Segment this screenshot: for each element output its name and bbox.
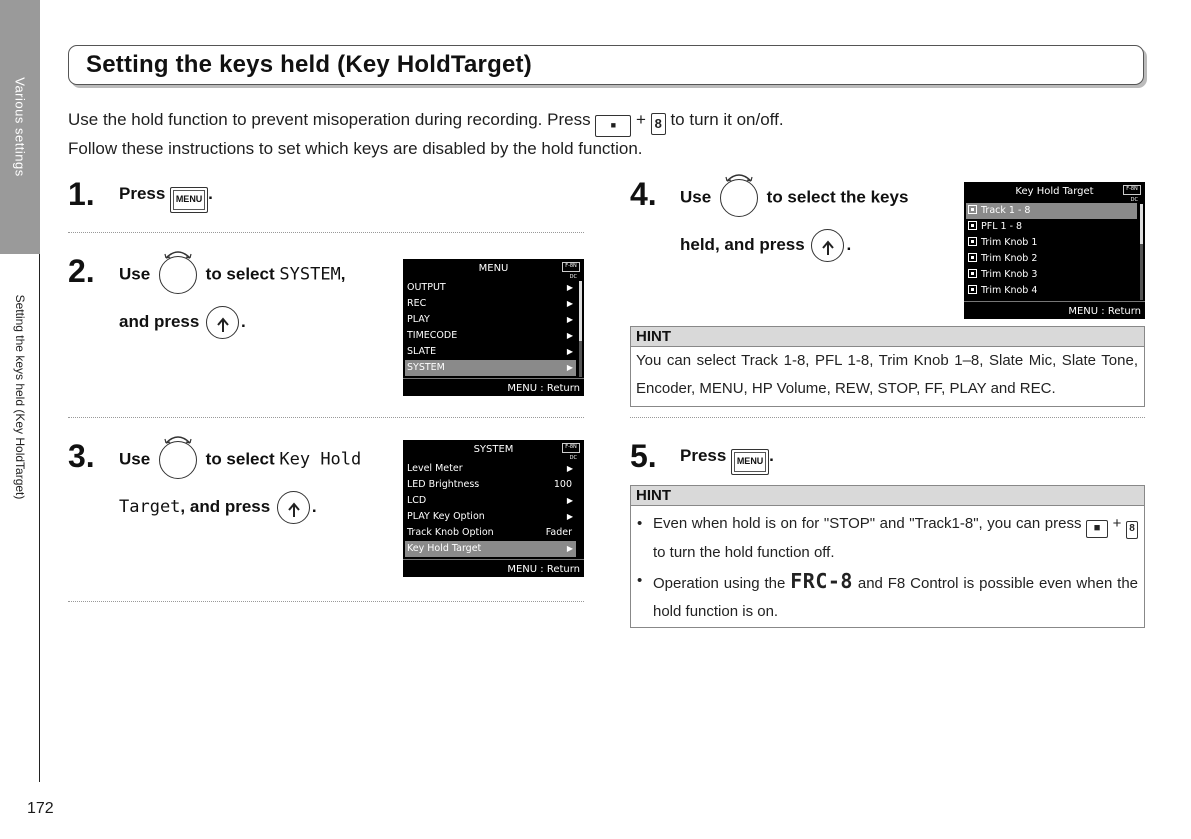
menu-item-play: PLAY ▶ bbox=[407, 314, 573, 325]
step-3-line1 bbox=[119, 441, 361, 479]
step-3-number: 3. bbox=[68, 438, 95, 474]
hint-bullet-2-text: Operation using the bbox=[653, 575, 786, 592]
section-tab-label: Various settings bbox=[12, 77, 28, 177]
plus-sign: + bbox=[1112, 515, 1122, 532]
keyhold-item-trim-1: Trim Knob 1 bbox=[966, 235, 1137, 251]
step-4-held: held, and press bbox=[680, 234, 805, 254]
step-1-press: Press bbox=[119, 184, 166, 203]
side-divider bbox=[39, 254, 40, 782]
keyhold-item-trim-3: Trim Knob 3 bbox=[966, 267, 1137, 283]
separator bbox=[68, 601, 584, 602]
menu-key-icon: MENU bbox=[170, 187, 208, 213]
page-title: Setting the keys held (Key HoldTarget) bbox=[86, 51, 532, 78]
step-3-target-2: Target bbox=[119, 496, 181, 517]
hint-bullet-1-end: to turn the hold function off. bbox=[653, 544, 835, 561]
step-5-press: Press bbox=[680, 446, 727, 465]
separator bbox=[630, 417, 1145, 418]
key-8-icon: 8 bbox=[651, 113, 666, 135]
keyhold-item-track: Track 1 - 8 bbox=[966, 203, 1137, 219]
stop-key-icon: ■ bbox=[1086, 520, 1108, 538]
title-box bbox=[68, 45, 1144, 85]
step-5-number: 5. bbox=[630, 438, 657, 474]
step-4-line2 bbox=[680, 229, 851, 262]
keyhold-screen-title: Key Hold Target bbox=[1015, 186, 1094, 197]
step-4-number: 4. bbox=[630, 176, 657, 212]
step-5-text bbox=[680, 446, 774, 475]
menu-screen-footer: MENU : Return bbox=[507, 383, 580, 394]
push-dial-icon bbox=[277, 491, 310, 524]
step-4-use: Use bbox=[680, 187, 712, 207]
lock-icon bbox=[968, 269, 977, 278]
keyhold-item-trim-4: Trim Knob 4 bbox=[966, 283, 1137, 299]
hint-list bbox=[631, 506, 1144, 626]
battery-icon: F-8N DC bbox=[562, 443, 580, 453]
step-1-text bbox=[119, 184, 213, 213]
step-4-select: to select the keys bbox=[766, 187, 909, 207]
step-3-line2 bbox=[119, 491, 317, 524]
step-3-and-press: , and press bbox=[180, 496, 271, 516]
menu-item-system: SYSTEM ▶ bbox=[405, 360, 576, 376]
plus-sign: + bbox=[636, 110, 646, 129]
intro-line1-text: Use the hold function to prevent misoperation during recording. Press bbox=[68, 110, 591, 129]
separator bbox=[68, 417, 584, 418]
hint-bullet-2-end: and F8 Control is possible even when the hold function is on. bbox=[653, 575, 1139, 620]
step-2-number: 2. bbox=[68, 253, 95, 289]
menu-item-slate: SLATE ▶ bbox=[407, 346, 573, 357]
step-2-end: . bbox=[241, 311, 246, 331]
key-hold-target-screen bbox=[964, 182, 1145, 319]
hint-box bbox=[630, 326, 1145, 407]
page-number: 172 bbox=[27, 800, 54, 817]
step-3-target-1: Key Hold bbox=[279, 449, 362, 470]
scrollbar bbox=[579, 281, 582, 377]
hint-bullet bbox=[636, 567, 1138, 626]
step-3-end: . bbox=[311, 496, 317, 516]
step-5-end: . bbox=[769, 446, 774, 465]
step-2-target: SYSTEM bbox=[279, 264, 341, 285]
keyhold-item-trim-2: Trim Knob 2 bbox=[966, 251, 1137, 267]
system-item-lcd: LCD ▶ bbox=[407, 495, 573, 506]
hint-heading: HINT bbox=[631, 486, 1144, 506]
step-2-select: to select bbox=[205, 264, 275, 284]
step-1-end: . bbox=[208, 184, 213, 203]
battery-icon: F-8N DC bbox=[1123, 185, 1141, 195]
system-screen bbox=[403, 440, 584, 577]
dial-icon bbox=[159, 441, 197, 479]
step-2-use: Use bbox=[119, 264, 151, 284]
step-2-comma: , bbox=[340, 264, 346, 284]
hint-bullet bbox=[636, 510, 1138, 567]
step-4-line1 bbox=[680, 179, 908, 217]
system-item-play-key-option: PLAY Key Option ▶ bbox=[407, 511, 573, 522]
separator bbox=[68, 232, 584, 233]
menu-item-rec: REC ▶ bbox=[407, 298, 573, 309]
menu-item-timecode: TIMECODE ▶ bbox=[407, 330, 573, 341]
system-item-key-hold-target: Key Hold Target ▶ bbox=[405, 541, 576, 557]
step-2-line1 bbox=[119, 256, 346, 294]
hint-text: You can select Track 1-8, PFL 1-8, Trim Knob 1–8, Slate Mic, Slate Tone, Encoder, MENU, HP Volume, REW, STOP, FF, PLAY and REC. bbox=[636, 352, 1138, 397]
lock-icon bbox=[968, 285, 977, 294]
menu-screen bbox=[403, 259, 584, 396]
step-2-line2 bbox=[119, 306, 246, 339]
push-dial-icon bbox=[206, 306, 239, 339]
lock-icon bbox=[968, 237, 977, 246]
keyhold-screen-footer: MENU : Return bbox=[1068, 306, 1141, 317]
system-item-led-brightness: LED Brightness 100 bbox=[407, 479, 572, 490]
intro-text bbox=[68, 108, 784, 161]
intro-line2: Follow these instructions to set which keys are disabled by the hold function. bbox=[68, 139, 643, 158]
intro-line1-end: to turn it on/off. bbox=[670, 110, 784, 129]
step-2-and-press: and press bbox=[119, 311, 200, 331]
menu-item-output: OUTPUT ▶ bbox=[407, 282, 573, 293]
lock-icon bbox=[968, 221, 977, 230]
battery-icon: F-8N DC bbox=[562, 262, 580, 272]
keyhold-item-pfl: PFL 1 - 8 bbox=[966, 219, 1137, 235]
system-screen-title: SYSTEM bbox=[473, 444, 514, 455]
hint-bullet-1-text: Even when hold is on for "STOP" and "Track1-8", you can press bbox=[653, 515, 1082, 532]
step-3-select: to select bbox=[205, 449, 275, 469]
chapter-tab-label: Setting the keys held (Key HoldTarget) bbox=[13, 294, 27, 500]
frc-8-logo: FRC-8 bbox=[790, 569, 853, 593]
system-item-level-meter: Level Meter ▶ bbox=[407, 463, 573, 474]
step-1-number: 1. bbox=[68, 176, 95, 212]
stop-key-icon: ■ bbox=[595, 115, 631, 137]
scrollbar bbox=[1140, 204, 1143, 300]
key-8-icon: 8 bbox=[1126, 521, 1138, 539]
lock-icon bbox=[968, 253, 977, 262]
system-screen-footer: MENU : Return bbox=[507, 564, 580, 575]
dial-icon bbox=[159, 256, 197, 294]
step-3-use: Use bbox=[119, 449, 151, 469]
menu-screen-title: MENU bbox=[478, 263, 509, 274]
system-item-track-knob-option: Track Knob Option Fader bbox=[407, 527, 572, 538]
dial-icon bbox=[720, 179, 758, 217]
section-tab-various-settings[interactable] bbox=[0, 0, 40, 254]
hint-box bbox=[630, 485, 1145, 628]
hint-heading: HINT bbox=[631, 327, 1144, 347]
lock-icon bbox=[968, 205, 977, 214]
push-dial-icon bbox=[811, 229, 844, 262]
menu-key-icon: MENU bbox=[731, 449, 769, 475]
step-4-end: . bbox=[846, 234, 852, 254]
